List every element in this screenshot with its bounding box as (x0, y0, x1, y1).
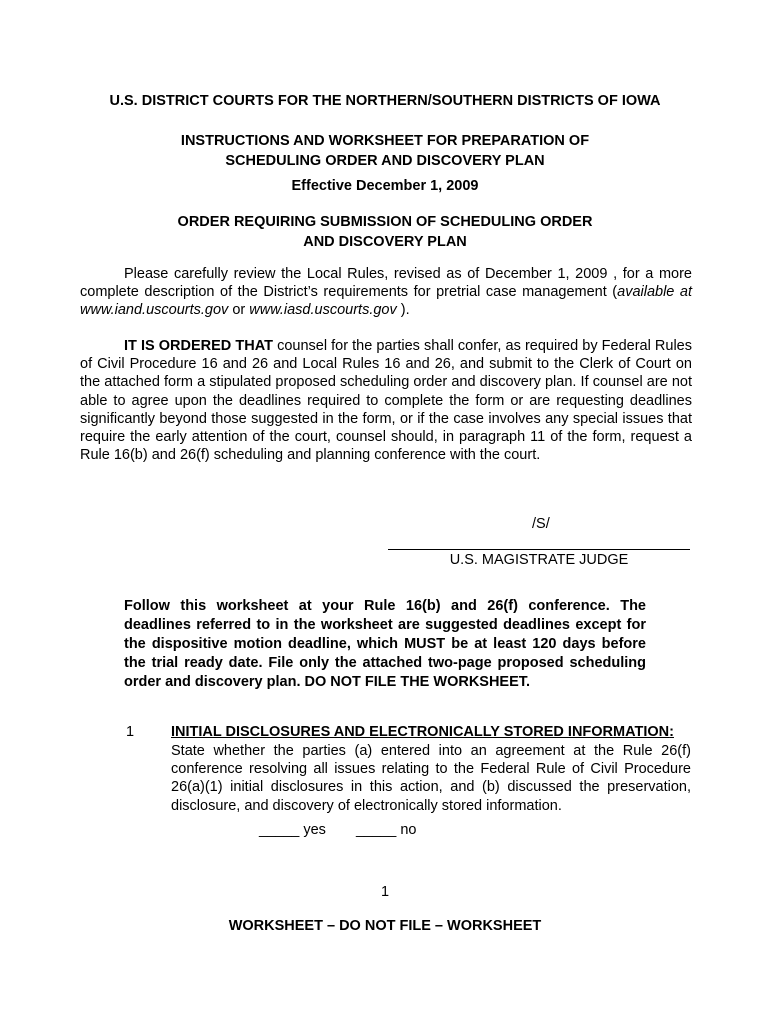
intro-url-iand: www.iand.uscourts.gov (80, 302, 229, 319)
order-title-line-2: AND DISCOVERY PLAN (303, 234, 467, 250)
order-title-line-1: ORDER REQUIRING SUBMISSION OF SCHEDULING ORDER (177, 214, 593, 230)
signature-mark: /S/ (532, 516, 550, 532)
item-1-number: 1 (126, 724, 135, 740)
signature-title: U.S. MAGISTRATE JUDGE (449, 552, 629, 568)
order-title (0, 212, 770, 252)
order-paragraph (80, 337, 692, 464)
item-1-heading (171, 724, 674, 740)
effective-date: Effective December 1, 2009 (291, 178, 479, 194)
no-option[interactable]: _____ no (355, 822, 417, 838)
footer-banner: WORKSHEET – DO NOT FILE – WORKSHEET (228, 918, 542, 934)
title-line-1: INSTRUCTIONS AND WORKSHEET FOR PREPARATION OF (180, 133, 590, 149)
item-1-body: State whether the parties (a) entered into an agreement at the Rule 26(f) conference resolving all issues relating to the Federal Rule of Civil Procedure 26(a)(1) initial disclosures in this action, and (b) discussed the preservation, disclosure, and discovery of electronically stored information. (171, 743, 691, 814)
title-line-2: SCHEDULING ORDER AND DISCOVERY PLAN (225, 153, 545, 169)
intro-or: or (228, 302, 250, 319)
intro-text: Please carefully review the Local Rules, revised as of December 1, 2009 , for a more complete description of the District’s requirements for pretrial case management ( (80, 266, 692, 301)
intro-url-iasd: www.iasd.uscourts.gov (249, 302, 397, 319)
item-1-heading-text: INITIAL DISCLOSURES AND ELECTRONICALLY STORED INFORMATION (171, 724, 670, 740)
worksheet-instructions: Follow this worksheet at your Rule 16(b) and 26(f) conference. The deadlines referred to in the worksheet are suggested deadlines except for the dispositive motion deadline, which MUST be at least 120 days before the trial ready date. File only the attached two-page proposed scheduling order and discovery plan. DO NOT FILE THE WORKSHEET. (124, 598, 646, 690)
intro-available-at: available at (617, 284, 692, 301)
order-lead: IT IS ORDERED THAT (124, 338, 273, 354)
page-number: 1 (380, 884, 390, 900)
signature-line (388, 549, 690, 550)
yes-option[interactable]: _____ yes (259, 822, 326, 838)
intro-paragraph (80, 265, 692, 320)
document-title (0, 131, 770, 171)
court-heading: U.S. DISTRICT COURTS FOR THE NORTHERN/SOUTHERN DISTRICTS OF IOWA (109, 93, 661, 109)
order-text: counsel for the parties shall confer, as required by Federal Rules of Civil Procedure 16 and 26 and Local Rules 16 and 26, and submit to the Clerk of Court on the attached form a stipulated proposed scheduling order and discovery plan. If counsel are not able to agree upon the deadlines required to complete the form or are requesting deadlines significantly beyond those suggested in the form, or if the case involves any special issues that require the early attention of the court, counsel should, in paragraph 11 of the form, request a Rule 16(b) and 26(f) scheduling and planning conference with the court. (80, 338, 692, 464)
item-1-options (259, 822, 416, 838)
intro-close: ). (396, 302, 410, 319)
item-1-colon: : (669, 724, 674, 740)
